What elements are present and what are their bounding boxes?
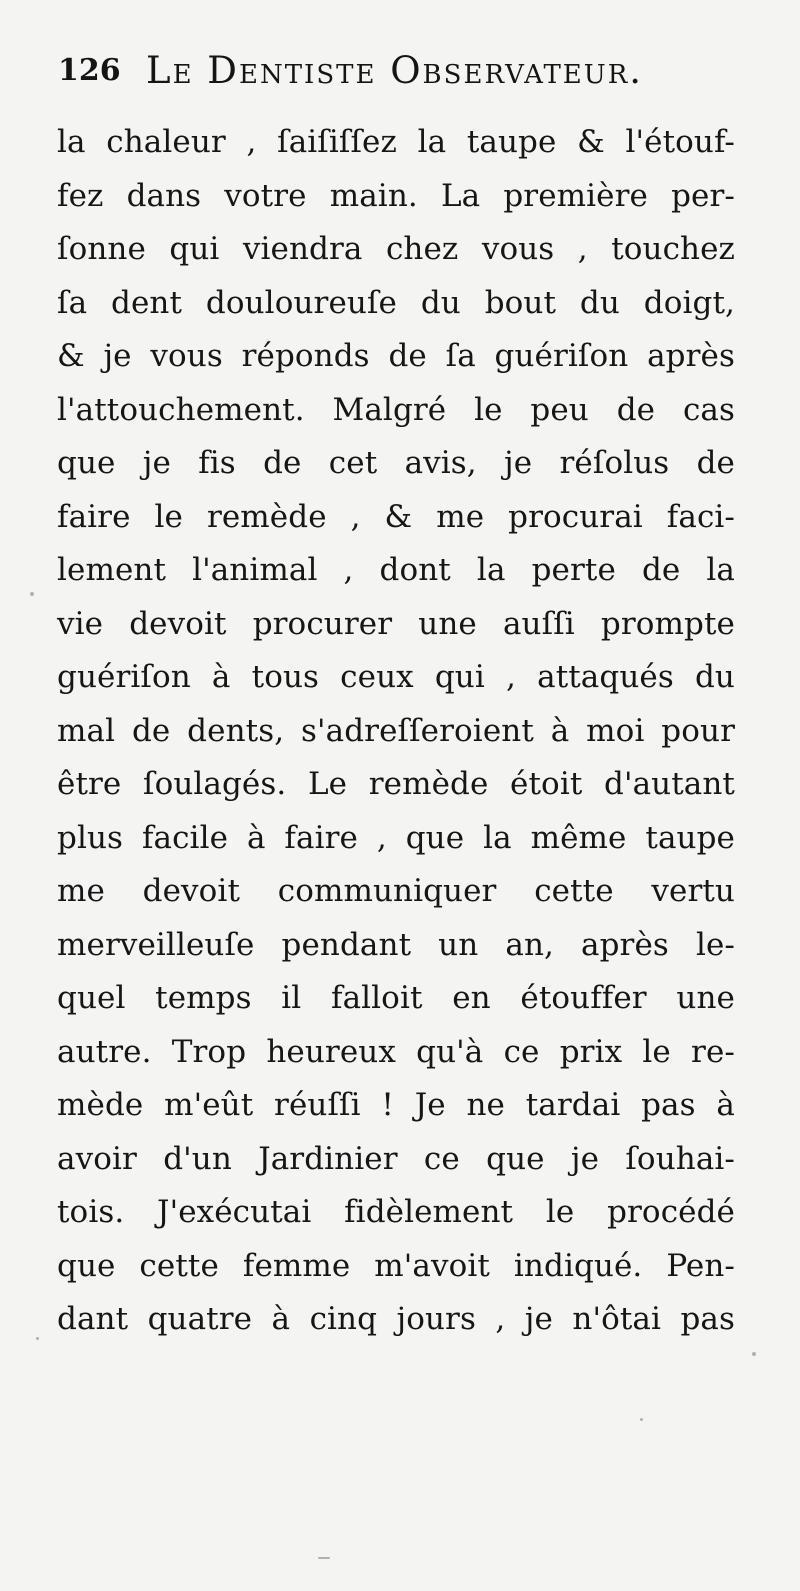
paper-speck	[640, 1418, 643, 1421]
text-line: que je fis de cet avis, je réſolus de	[57, 445, 735, 481]
text-line: être ſoulagés. Le remède étoit d'autant	[57, 766, 735, 802]
text-line: ſa dent douloureuſe du bout du doigt,	[57, 284, 735, 321]
text-line: & je vous réponds de ſa guériſon après	[57, 338, 735, 374]
page-number: 126	[58, 53, 121, 88]
paper-speck	[30, 592, 34, 596]
body-text	[57, 116, 735, 1347]
running-head	[58, 45, 748, 101]
text-line: avoir d'un Jardinier ce que je ſouhai-	[57, 1140, 735, 1177]
text-line: autre. Trop heureux qu'à ce prix le re-	[57, 1033, 735, 1070]
text-line: tois. J'exécutai fidèlement le procédé	[57, 1194, 735, 1230]
text-line: faire le remède , & me procurai faci-	[57, 498, 735, 535]
text-line: ſonne qui viendra chez vous , touchez	[57, 231, 735, 267]
text-line: plus facile à faire , que la même taupe	[57, 819, 735, 856]
text-line: vie devoit procurer une auſſi prompte	[57, 605, 735, 642]
text-line: fez dans votre main. La première per-	[57, 177, 735, 214]
paper-speck	[36, 1337, 39, 1340]
text-line: dant quatre à cinq jours , je n'ôtai pas	[57, 1301, 735, 1337]
text-line: guériſon à tous ceux qui , attaqués du	[57, 659, 735, 695]
text-line: me devoit communiquer cette vertu	[57, 873, 735, 909]
text-line: merveilleuſe pendant un an, après le-	[57, 926, 735, 963]
paper-speck	[318, 1557, 330, 1559]
paper-speck	[752, 1352, 756, 1356]
text-line: mal de dents, s'adreſſeroient à moi pour	[57, 712, 735, 749]
text-line: mède m'eût réuſſi ! Je ne tardai pas à	[57, 1087, 735, 1123]
text-line: la chaleur , ſaiſiſſez la taupe & l'étouf-	[57, 124, 735, 160]
running-title: Le Dentiste Observateur.	[146, 49, 644, 92]
text-line: l'attouchement. Malgré le peu de cas	[57, 391, 735, 428]
text-line: que cette femme m'avoit indiqué. Pen-	[57, 1247, 735, 1284]
text-line: quel temps il falloit en étouffer une	[57, 980, 735, 1016]
text-line: lement l'animal , dont la perte de la	[57, 552, 735, 588]
